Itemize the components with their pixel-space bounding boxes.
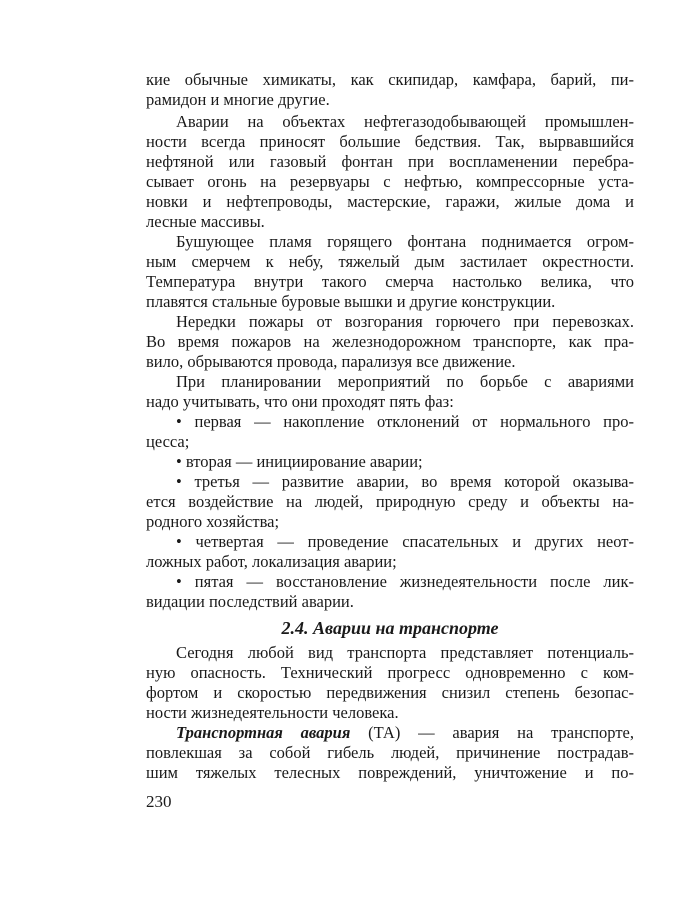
text-line: цесса; (146, 432, 190, 451)
text-line: шим тяжелых телесных повреждений, уничтожение и по- (146, 763, 634, 782)
text-line: надо учитывать, что они проходят пять фаз: (146, 392, 454, 411)
text-line: сывает огонь на резервуары с нефтью, компрессорные уста- (146, 172, 634, 191)
text-line (176, 723, 634, 743)
text-line: вило, обрываются провода, парализуя все движение. (146, 352, 516, 371)
list-item: • третья — развитие аварии, во время которой оказыва- (176, 472, 634, 491)
text-line: Во время пожаров на железнодорожном транспорте, как пра- (146, 332, 634, 351)
text-line: повлекшая за собой гибель людей, причинение пострадав- (146, 743, 634, 762)
text-line: плавятся стальные буровые вышки и другие конструкции. (146, 292, 556, 311)
text-line: новки и нефтепроводы, мастерские, гаражи, жилые дома и (146, 192, 634, 211)
text-line: Температура внутри такого смерча настолько велика, что (146, 272, 634, 291)
list-item: • первая — накопление отклонений от нормального про- (176, 412, 634, 431)
text-line: Нередки пожары от возгорания горючего при перевозках. (176, 312, 634, 331)
text-line: нефтяной или газовый фонтан при воспламенении перебра- (146, 152, 634, 171)
text-line: ную опасность. Технический прогресс одновременно с ком- (146, 663, 634, 682)
text-line: Аварии на объектах нефтегазодобывающей промышлен- (176, 112, 634, 131)
text-line: рамидон и многие другие. (146, 90, 330, 109)
text-line: фортом и скоростью передвижения снизил степень безопас- (146, 683, 634, 702)
text-line: Сегодня любой вид транспорта представляет потенциаль- (176, 643, 634, 662)
text-line: При планировании мероприятий по борьбе с авариями (176, 372, 634, 391)
section-heading: 2.4. Аварии на транспорте (281, 618, 499, 638)
list-item: • четвертая — проведение спасательных и других неот- (176, 532, 634, 551)
page-number: 230 (146, 792, 172, 811)
text-line: ности всегда приносят большие бедствия. Так, вырвавшийся (146, 132, 634, 151)
text-line: видации последствий аварии. (146, 592, 354, 611)
list-item: • пятая — восстановление жизнедеятельности после лик- (176, 572, 634, 591)
text-line: ложных работ, локализация аварии; (146, 552, 397, 571)
text-line: лесные массивы. (146, 212, 265, 231)
text-line: ется воздействие на людей, природную среду и объекты на- (146, 492, 634, 511)
text-fragment: (ТА) — авария на транспорте, (350, 723, 634, 742)
term-definition: Транспортная авария (176, 723, 351, 742)
text-line: ным смерчем к небу, тяжелый дым застилает окрестности. (146, 252, 634, 271)
list-item: • вторая — инициирование аварии; (176, 452, 423, 471)
text-line: Бушующее пламя горящего фонтана поднимается огром- (176, 232, 634, 251)
text-line: родного хозяйства; (146, 512, 280, 531)
text-line: ности жизнедеятельности человека. (146, 703, 399, 722)
text-line: кие обычные химикаты, как скипидар, камфара, барий, пи- (146, 70, 634, 89)
